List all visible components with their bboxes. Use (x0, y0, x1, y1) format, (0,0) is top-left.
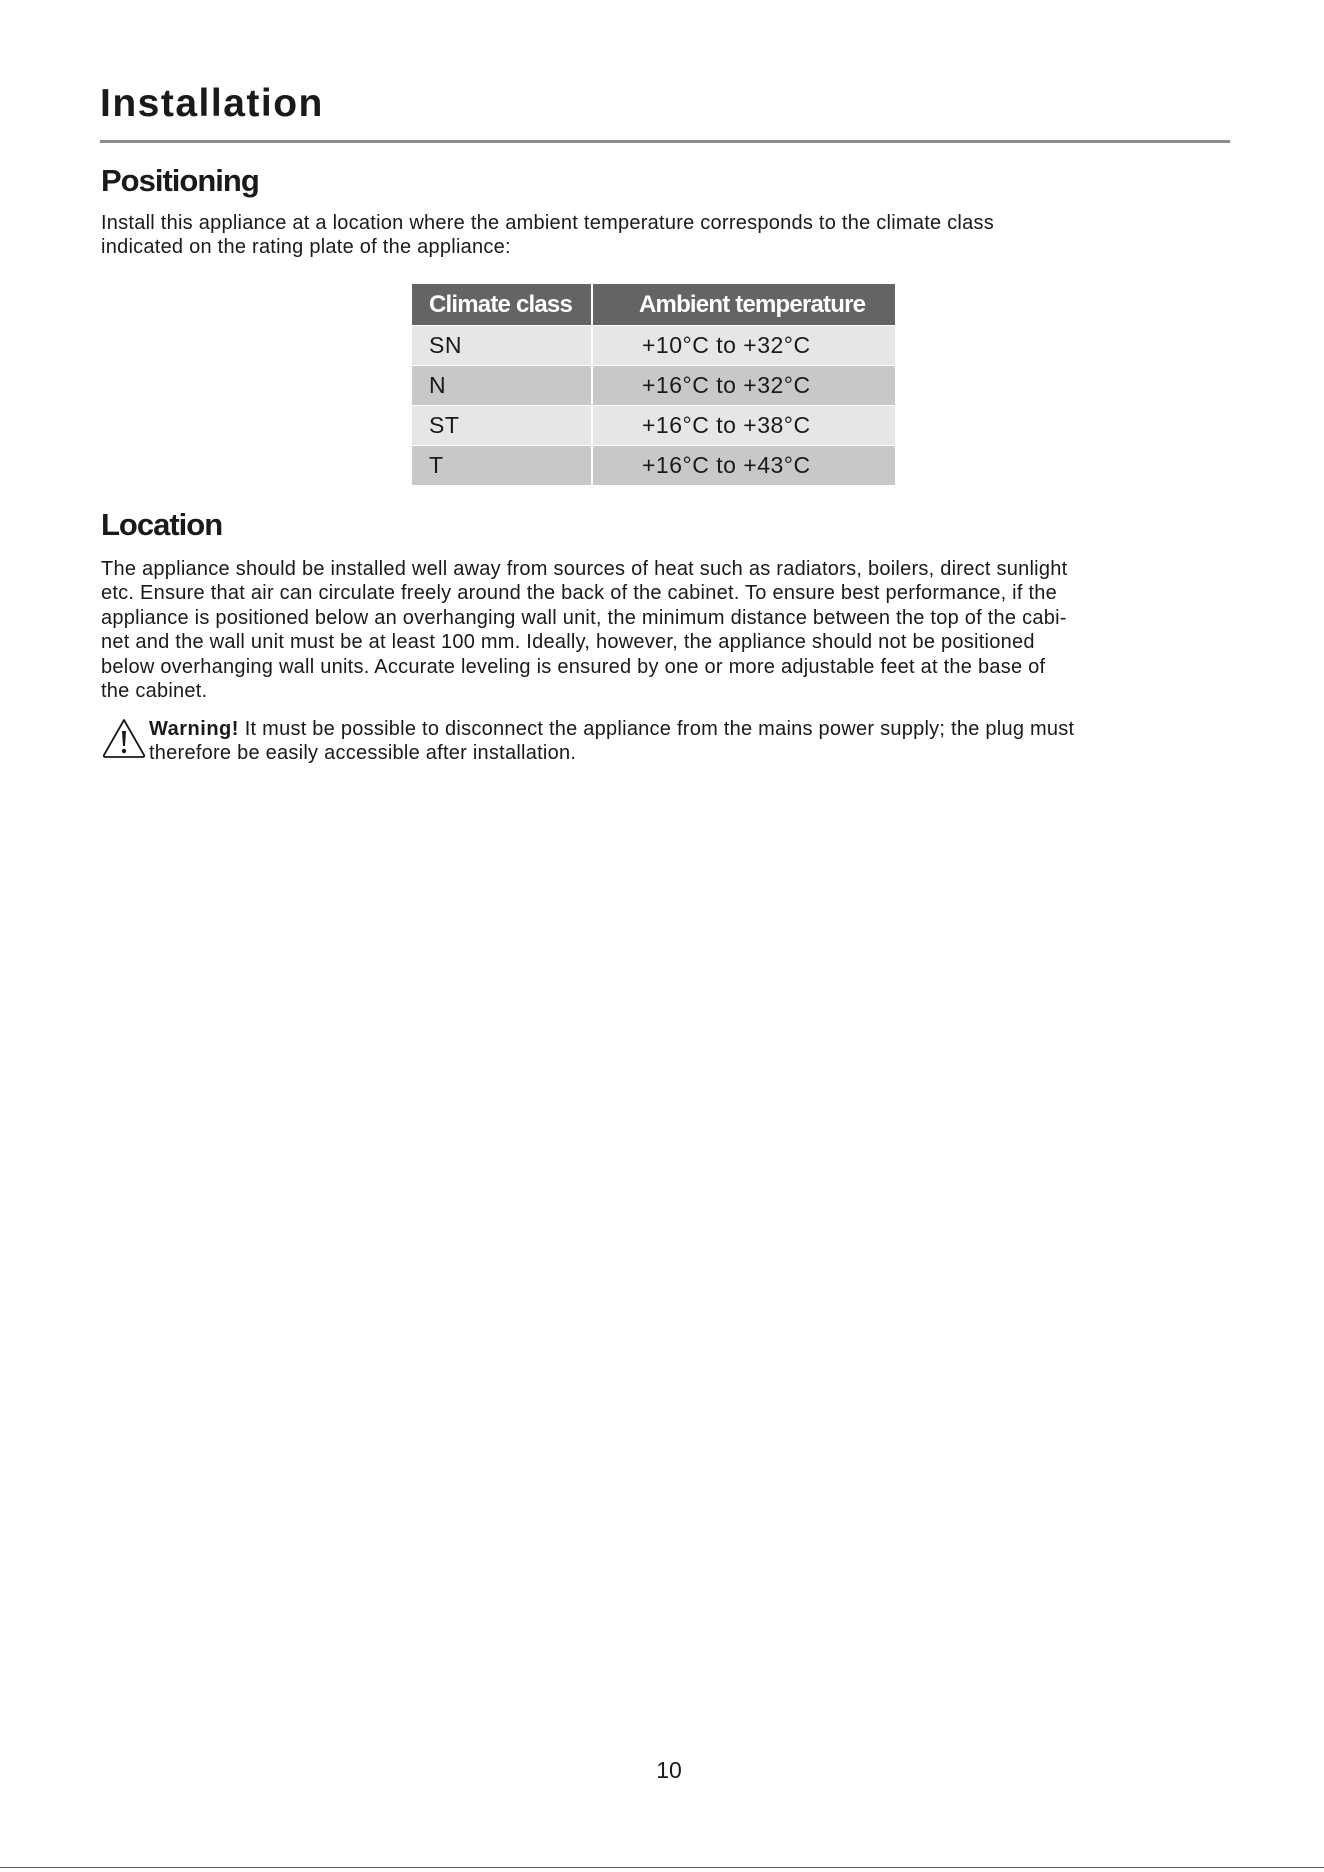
warning-text (149, 717, 1074, 766)
table-row (412, 405, 895, 445)
climate-class-header: Climate class (412, 284, 593, 325)
ambient-temperature-cell: +16°C to +38°C (593, 405, 895, 445)
positioning-paragraph (101, 211, 994, 260)
positioning-line: Install this appliance at a location where the ambient temperature corresponds to the climate class (101, 212, 994, 234)
ambient-temperature-header: Ambient temperature (593, 284, 895, 325)
warning-line: therefore be easily accessible after installation. (149, 742, 577, 765)
page-title: Installation (100, 82, 324, 125)
climate-class-cell: N (412, 365, 593, 405)
climate-class-cell: T (412, 445, 593, 485)
table-row (412, 365, 895, 405)
warning-message-part: It must be possible to disconnect the appliance from the mains power supply; the plug must (244, 718, 1075, 740)
location-heading: Location (101, 507, 223, 542)
warning-triangle-icon (101, 717, 147, 761)
table-row (412, 325, 895, 365)
climate-class-table (412, 284, 895, 485)
location-line: appliance is positioned below an overhanging wall unit, the minimum distance between the top of the cabi- (101, 606, 1067, 629)
bottom-border (0, 1867, 1324, 1868)
table-header-row (412, 284, 895, 325)
warning-label: Warning! (149, 718, 239, 740)
title-divider (100, 140, 1230, 143)
location-line: etc. Ensure that air can circulate freely around the back of the cabinet. To ensure best performance, if the (101, 582, 1058, 605)
ambient-temperature-cell: +16°C to +43°C (593, 445, 895, 485)
ambient-temperature-cell: +16°C to +32°C (593, 365, 895, 405)
positioning-heading: Positioning (101, 163, 259, 198)
ambient-temperature-cell: +10°C to +32°C (593, 325, 895, 365)
positioning-line: indicated on the rating plate of the appliance: (101, 236, 511, 259)
location-line: The appliance should be installed well away from sources of heat such as radiators, boilers, direct sunlight (101, 558, 1068, 580)
location-line: below overhanging wall units. Accurate leveling is ensured by one or more adjustable feet at the base of (101, 655, 1046, 678)
location-line: the cabinet. (101, 680, 208, 703)
climate-class-cell: ST (412, 405, 593, 445)
location-line: net and the wall unit must be at least 100 mm. Ideally, however, the appliance should not be positioned (101, 631, 1035, 654)
table-row (412, 445, 895, 485)
location-paragraph (101, 557, 1067, 703)
climate-class-cell: SN (412, 325, 593, 365)
page-number: 10 (656, 1757, 682, 1783)
warning-line (149, 717, 1074, 741)
